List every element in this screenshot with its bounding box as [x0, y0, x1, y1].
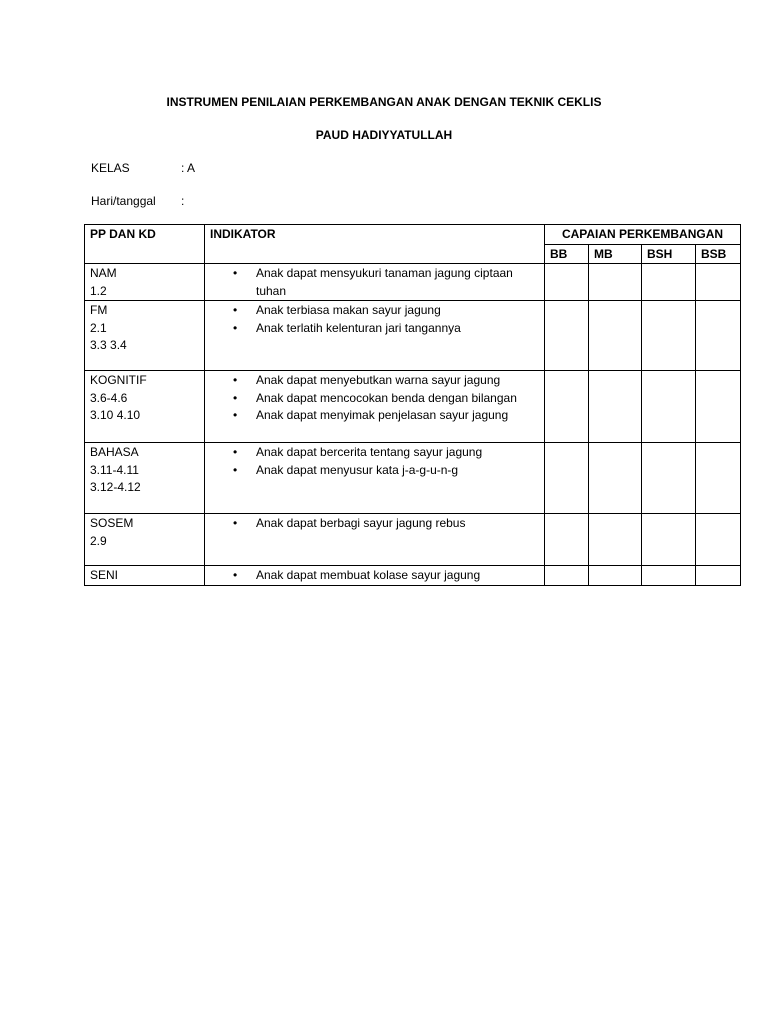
indikator-item: • Anak dapat mencocokan benda dengan bilangan	[256, 390, 539, 408]
col-header-pp-kd: PP DAN KD	[85, 225, 205, 264]
kd-code: NAM	[90, 266, 117, 280]
indikator-item: • Anak dapat membuat kolase sayur jagung	[256, 567, 539, 585]
check-cell-bb[interactable]	[545, 443, 589, 514]
check-cell-bsh[interactable]	[642, 371, 696, 443]
kd-code: 3.6-4.6	[90, 390, 128, 405]
check-cell-bb[interactable]	[545, 371, 589, 443]
check-cell-bsb[interactable]	[696, 566, 741, 586]
indikator-item: • Anak dapat menyebutkan warna sayur jagung	[256, 372, 539, 390]
kelas-line	[91, 161, 195, 175]
check-cell-bb[interactable]	[545, 301, 589, 371]
check-cell-mb[interactable]	[589, 514, 642, 566]
kd-code: 2.1	[90, 320, 107, 335]
table-row	[85, 566, 741, 586]
kd-code: SOSEM	[90, 516, 134, 530]
indikator-cell	[205, 514, 545, 566]
check-cell-bb[interactable]	[545, 264, 589, 301]
table-row	[85, 443, 741, 514]
check-cell-bb[interactable]	[545, 514, 589, 566]
indikator-item: • Anak dapat berbagi sayur jagung rebus	[256, 515, 539, 533]
kd-code: SENI	[90, 568, 119, 582]
kd-cell	[85, 301, 205, 371]
table-row	[85, 514, 741, 566]
check-cell-bsb[interactable]	[696, 514, 741, 566]
check-cell-bsh[interactable]	[642, 264, 696, 301]
table-row	[85, 264, 741, 301]
indikator-item: • Anak dapat mensyukuri tanaman jagung ciptaan tuhan	[256, 265, 539, 300]
kd-code: 3.11-4.11	[90, 462, 139, 477]
indikator-item: • Anak dapat menyusur kata j-a-g-u-n-g	[256, 462, 539, 480]
col-header-mb: MB	[589, 244, 642, 264]
indikator-item: • Anak terlatih kelenturan jari tangannya	[256, 320, 539, 338]
kelas-value: : A	[181, 161, 196, 175]
indikator-cell	[205, 443, 545, 514]
school-name: PAUD HADIYYATULLAH	[315, 128, 453, 142]
indikator-list	[210, 372, 539, 425]
kd-code: 2.9	[90, 533, 107, 548]
indikator-cell	[205, 566, 545, 586]
check-cell-bsh[interactable]	[642, 443, 696, 514]
check-cell-bsh[interactable]	[642, 514, 696, 566]
kd-code: 3.12-4.12	[90, 480, 141, 494]
indikator-cell	[205, 301, 545, 371]
tanggal-label: Hari/tanggal	[91, 194, 156, 208]
kd-cell	[85, 443, 205, 514]
kd-cell	[85, 566, 205, 586]
kd-code: KOGNITIF	[90, 373, 147, 387]
check-cell-bsb[interactable]	[696, 443, 741, 514]
kd-code: FM	[90, 303, 108, 317]
indikator-item: • Anak dapat menyimak penjelasan sayur jagung	[256, 407, 539, 425]
col-header-bsb: BSB	[696, 244, 741, 264]
indikator-list	[210, 515, 539, 533]
indikator-list	[210, 302, 539, 337]
kd-code: 1.2	[90, 283, 107, 298]
col-header-bsh: BSH	[642, 244, 696, 264]
check-cell-bsh[interactable]	[642, 301, 696, 371]
col-header-capaian: CAPAIAN PERKEMBANGAN	[545, 225, 741, 245]
indikator-list	[210, 567, 539, 585]
indikator-item: • Anak dapat bercerita tentang sayur jagung	[256, 444, 539, 462]
check-cell-mb[interactable]	[589, 443, 642, 514]
check-cell-mb[interactable]	[589, 371, 642, 443]
kelas-label: KELAS	[91, 161, 130, 175]
check-cell-bb[interactable]	[545, 566, 589, 586]
check-cell-bsb[interactable]	[696, 264, 741, 301]
check-cell-mb[interactable]	[589, 301, 642, 371]
indikator-item: • Anak terbiasa makan sayur jagung	[256, 302, 539, 320]
col-header-indikator: INDIKATOR	[205, 225, 545, 264]
kd-code: 3.10 4.10	[90, 408, 141, 422]
tanggal-value: :	[181, 194, 185, 208]
indikator-list	[210, 265, 539, 300]
check-cell-mb[interactable]	[589, 566, 642, 586]
document-title: INSTRUMEN PENILAIAN PERKEMBANGAN ANAK DENGAN TEKNIK CEKLIS	[166, 95, 602, 109]
kd-cell	[85, 264, 205, 301]
indikator-cell	[205, 264, 545, 301]
kd-cell	[85, 514, 205, 566]
check-cell-mb[interactable]	[589, 264, 642, 301]
kd-code: 3.3 3.4	[90, 338, 127, 352]
kd-code: BAHASA	[90, 445, 139, 459]
check-cell-bsh[interactable]	[642, 566, 696, 586]
checklist-table	[84, 224, 741, 586]
kd-cell	[85, 371, 205, 443]
indikator-cell	[205, 371, 545, 443]
check-cell-bsb[interactable]	[696, 371, 741, 443]
tanggal-line	[91, 194, 184, 208]
table-row	[85, 301, 741, 371]
indikator-list	[210, 444, 539, 479]
check-cell-bsb[interactable]	[696, 301, 741, 371]
table-row	[85, 371, 741, 443]
col-header-bb: BB	[545, 244, 589, 264]
